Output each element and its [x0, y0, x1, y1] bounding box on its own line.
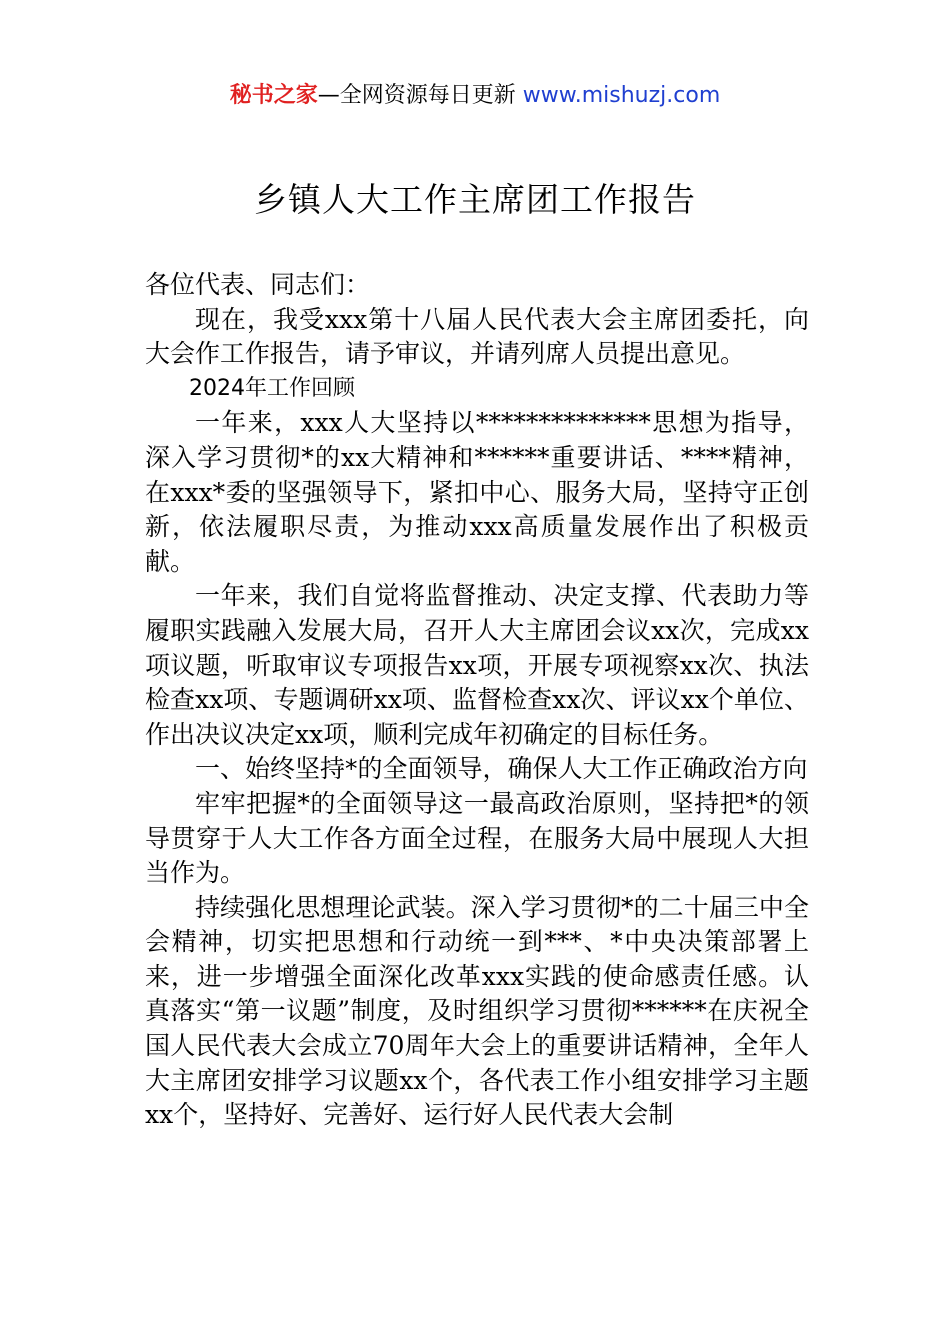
paragraph: 一年来，我们自觉将监督推动、决定支撑、代表助力等履职实践融入发展大局，召开人大主席团会议xx次，完成xx项议题，听取审议专项报告xx项，开展专项视察xx次、执法检查xx项、专题调研xx项、监督检查xx次、评议xx个单位、作出决议决定xx项，顺利完成年初确定的目标任务。: [145, 581, 809, 749]
site-brand: 秘书之家: [229, 83, 318, 108]
paragraph: 持续强化思想理论武装。深入学习贯彻*的二十届三中全会精神，切实把思想和行动统一到***、*中央决策部署上来，进一步增强全面深化改革xxx实践的使命感责任感。认真落实“第一议题”制度，及时组织学习贯彻******在庆祝全国人民代表大会成立70周年大会上的重要讲话精神，全年人大主席团安排学习议题xx个，各代表工作小组安排学习主题xx个，坚持好、完善好、运行好人民代表大会制: [145, 892, 809, 1130]
paragraph-intro: 现在，我受xxx第十八届人民代表大会主席团委托，向大会作工作报告，请予审议，并请列席人员提出意见。: [145, 304, 809, 369]
section-heading-review: 2024年工作回顾: [189, 375, 355, 401]
site-header: [0, 80, 950, 112]
document-body: [145, 268, 809, 1133]
paragraph: 一年来，xxx人大坚持以**************思想为指导，深入学习贯彻*的xx大精神和******重要讲话、****精神，在xxx*委的坚强领导下，紧扣中心、服务大局，坚持守正创新，依法履职尽责，为推动xxx高质量发展作出了积极贡献。: [145, 408, 809, 576]
document-title: 乡镇人大工作主席团工作报告: [254, 180, 696, 219]
salutation: 各位代表、同志们：: [145, 270, 371, 299]
site-tagline: —全网资源每日更新: [317, 83, 523, 108]
section-heading-one: 一、始终坚持*的全面领导，确保人大工作正确政治方向: [195, 754, 808, 784]
site-url-link[interactable]: www.mishuzj.com: [522, 83, 721, 108]
paragraph: 牢牢把握*的全面领导这一最高政治原则，坚持把*的领导贯穿于人大工作各方面全过程，在服务大局中展现人大担当作为。: [145, 788, 809, 888]
